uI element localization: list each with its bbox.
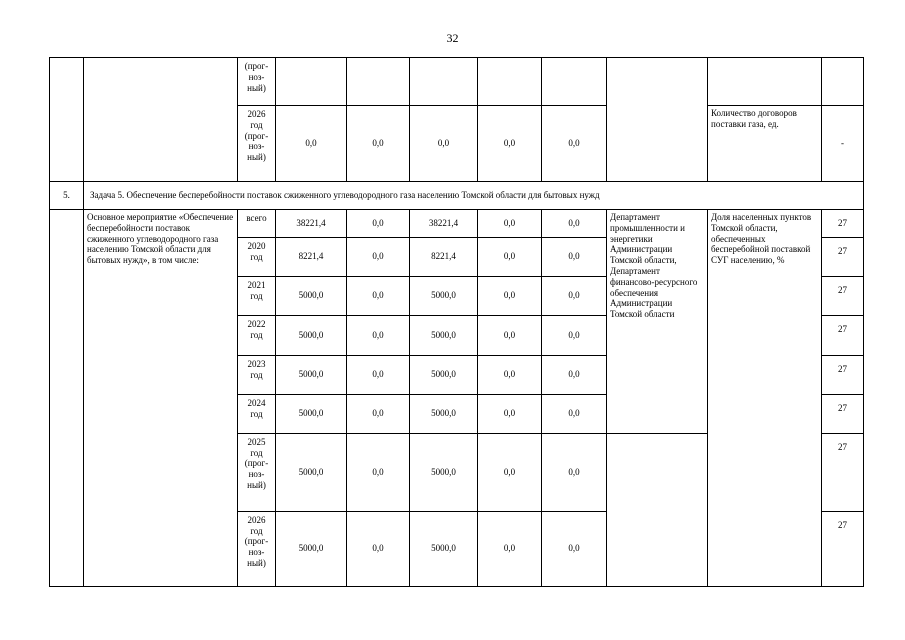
year-cell: всего [238, 210, 276, 238]
value-cell: 0,0 [542, 106, 607, 182]
executor-cell: Департамент промышленности и энергетики Администрации Томской области, Департамент финансово-ресурсного обеспечения Администрации Томской области [607, 210, 708, 434]
indicator-value-cell: 27 [822, 315, 864, 355]
value-cell: 5000,0 [276, 433, 347, 511]
year-cell: 2022 год [238, 315, 276, 355]
value-cell: 5000,0 [410, 394, 478, 433]
value-cell: 5000,0 [410, 355, 478, 394]
year-cell: 2021 год [238, 276, 276, 315]
year-cell: 2024 год [238, 394, 276, 433]
value-cell: 0,0 [347, 237, 410, 276]
year-cell: 2026 год (прог- ноз- ный) [238, 106, 276, 182]
executor-cell [607, 58, 708, 182]
value-cell: 38221,4 [410, 210, 478, 238]
value-cell [542, 58, 607, 106]
value-cell: 0,0 [276, 106, 347, 182]
value-cell: 0,0 [542, 355, 607, 394]
table-row [50, 58, 864, 106]
value-cell: 0,0 [478, 433, 542, 511]
value-cell: 5000,0 [410, 433, 478, 511]
task-number-cell: 5. [50, 182, 84, 210]
value-cell: 0,0 [347, 315, 410, 355]
value-cell: 0,0 [347, 106, 410, 182]
value-cell: 5000,0 [276, 511, 347, 586]
value-cell: 5000,0 [410, 276, 478, 315]
task-row [50, 182, 864, 210]
value-cell: 5000,0 [276, 315, 347, 355]
value-cell: 0,0 [542, 394, 607, 433]
value-cell: 8221,4 [276, 237, 347, 276]
value-cell: 0,0 [542, 433, 607, 511]
value-cell: 5000,0 [410, 315, 478, 355]
value-cell: 0,0 [347, 276, 410, 315]
value-cell: 0,0 [347, 394, 410, 433]
value-cell: 8221,4 [410, 237, 478, 276]
value-cell: 5000,0 [276, 394, 347, 433]
program-table [49, 57, 864, 587]
value-cell: 0,0 [542, 511, 607, 586]
indicator-value-cell: 27 [822, 511, 864, 586]
value-cell: 0,0 [542, 237, 607, 276]
value-cell: 0,0 [478, 511, 542, 586]
task-title-cell: Задача 5. Обеспечение бесперебойности поставок сжиженного углеводородного газа населению Томской области для бытовых нужд [84, 182, 864, 210]
value-cell: 5000,0 [276, 276, 347, 315]
year-cell: 2026 год (прог- ноз- ный) [238, 511, 276, 586]
number-cell [50, 210, 84, 587]
year-cell: (прог- ноз- ный) [238, 58, 276, 106]
value-cell: 0,0 [478, 315, 542, 355]
value-cell: 0,0 [542, 315, 607, 355]
value-cell: 0,0 [478, 276, 542, 315]
indicator-name-cell: Доля населенных пунктов Томской области, обеспеченных бесперебойной поставкой СУГ населению, % [708, 210, 822, 587]
value-cell: 0,0 [478, 210, 542, 238]
year-cell: 2020 год [238, 237, 276, 276]
value-cell [347, 58, 410, 106]
value-cell [478, 58, 542, 106]
value-cell: 38221,4 [276, 210, 347, 238]
value-cell: 0,0 [542, 276, 607, 315]
indicator-value-cell: 27 [822, 276, 864, 315]
value-cell [410, 58, 478, 106]
indicator-value-cell: - [822, 106, 864, 182]
year-cell: 2023 год [238, 355, 276, 394]
page-number: 32 [446, 31, 459, 45]
indicator-value-cell: 27 [822, 355, 864, 394]
value-cell: 0,0 [410, 106, 478, 182]
indicator-value-cell: 27 [822, 237, 864, 276]
value-cell: 0,0 [347, 433, 410, 511]
number-cell [50, 58, 84, 182]
activity-cell [84, 58, 238, 182]
value-cell: 5000,0 [276, 355, 347, 394]
value-cell: 0,0 [478, 237, 542, 276]
activity-name-cell: Основное мероприятие «Обеспечение бесперебойности поставок сжиженного углеводородного газа населению Томской области для бытовых нужд», в том числе: [84, 210, 238, 587]
value-cell: 0,0 [478, 106, 542, 182]
year-cell: 2025 год (прог- ноз- ный) [238, 433, 276, 511]
indicator-value-cell: 27 [822, 394, 864, 433]
value-cell: 0,0 [478, 394, 542, 433]
indicator-cell [708, 58, 822, 106]
value-cell: 0,0 [347, 355, 410, 394]
indicator-name-cell: Количество договоров поставки газа, ед. [708, 106, 822, 182]
indicator-value-cell: 27 [822, 210, 864, 238]
value-cell: 5000,0 [410, 511, 478, 586]
indicator-value-cell: 27 [822, 433, 864, 511]
table-row [50, 210, 864, 238]
value-cell: 0,0 [478, 355, 542, 394]
value-cell: 0,0 [347, 210, 410, 238]
value-cell: 0,0 [347, 511, 410, 586]
indicator-value-cell [822, 58, 864, 106]
value-cell: 0,0 [542, 210, 607, 238]
value-cell [276, 58, 347, 106]
executor-cell [607, 433, 708, 586]
